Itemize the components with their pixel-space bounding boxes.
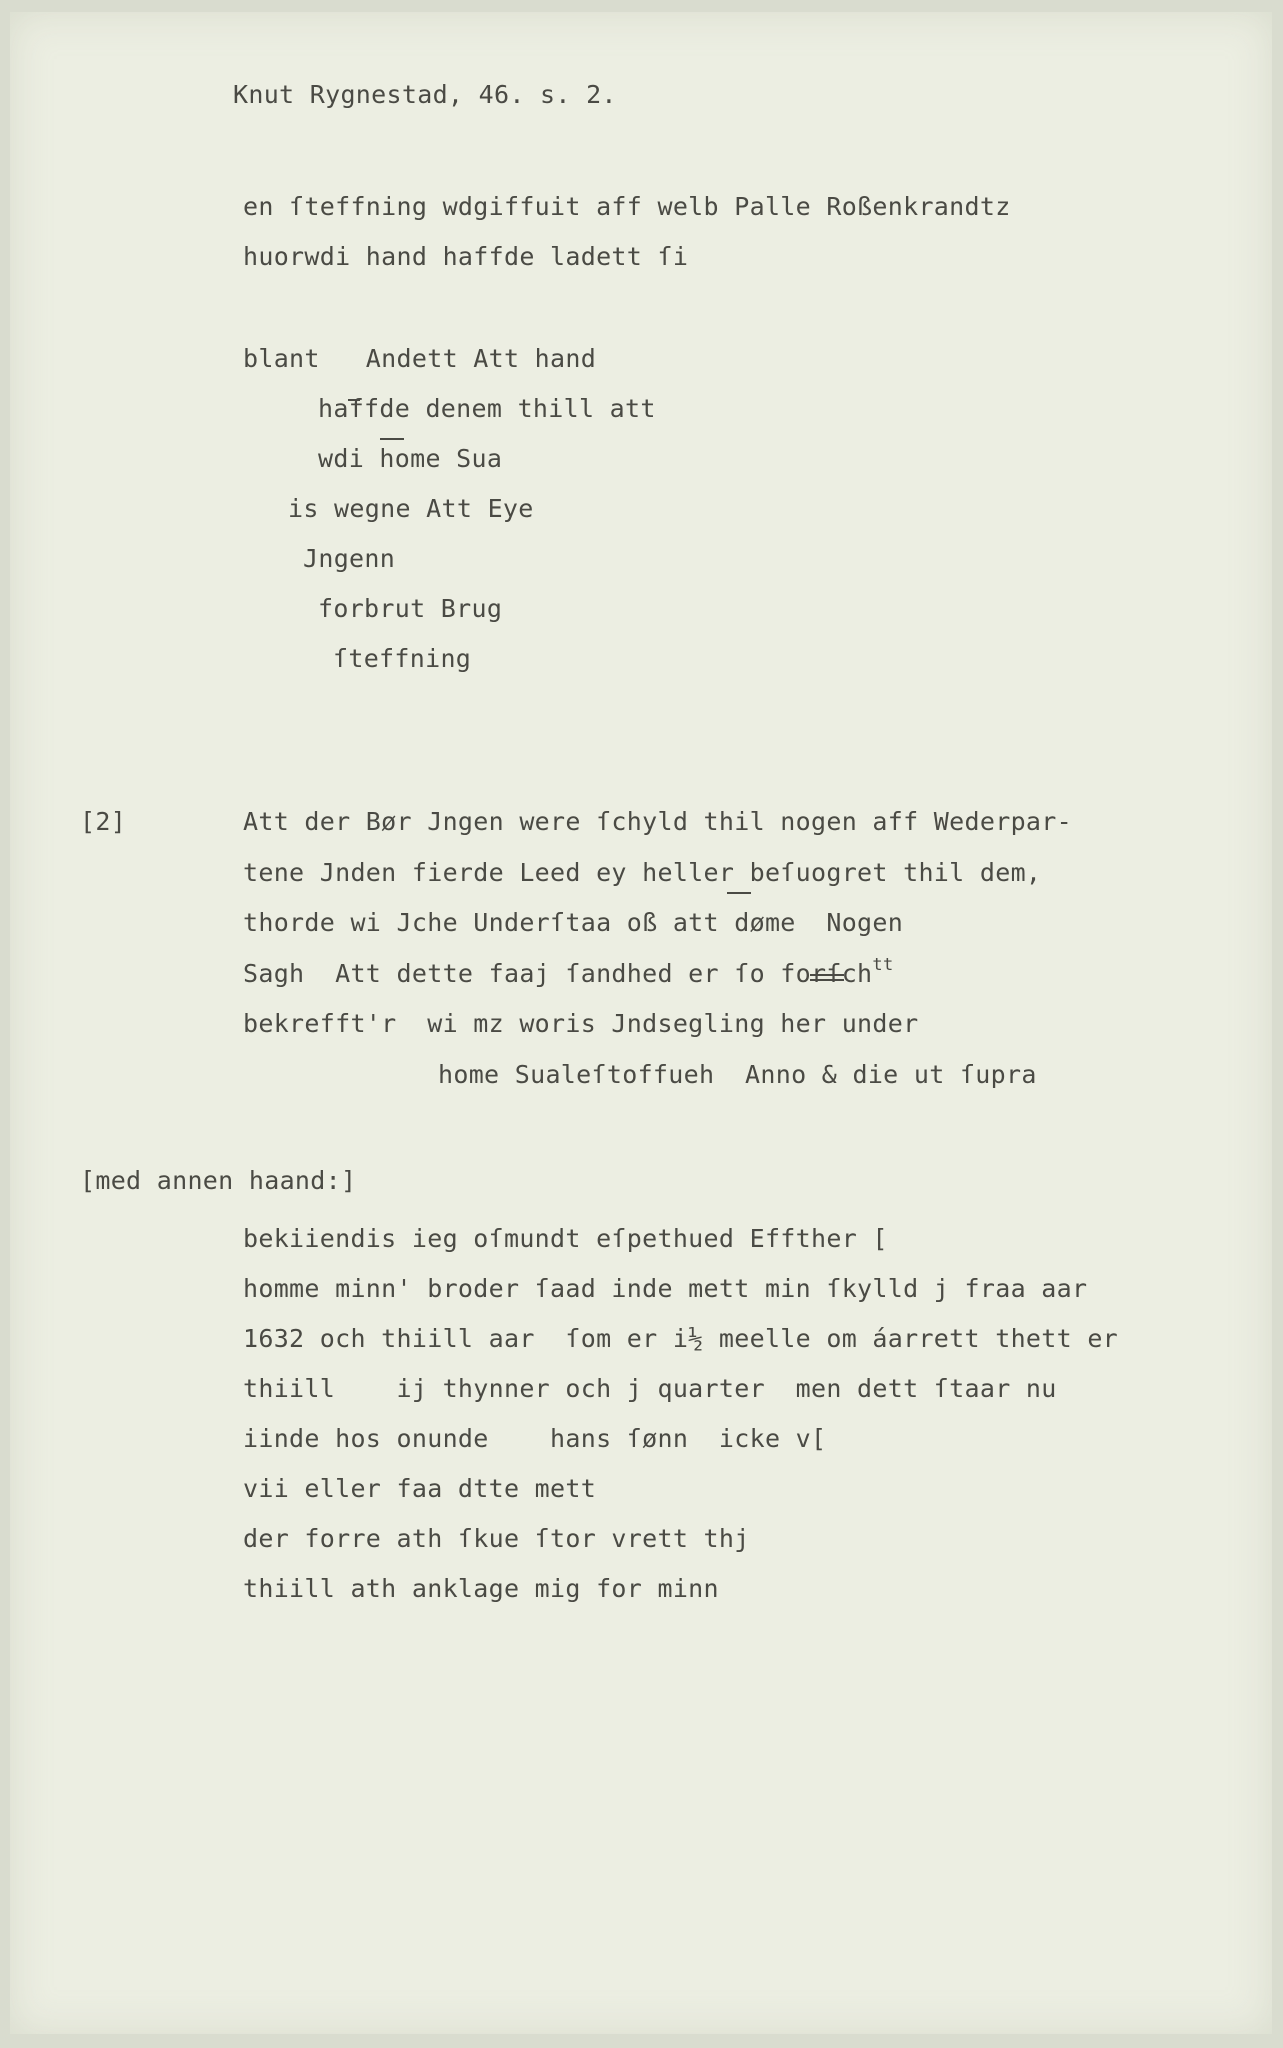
text-line: 1632 och thiill aar ſom er i½ meelle om áarrett thett er xyxy=(243,1324,1119,1353)
superscript: tt xyxy=(872,954,894,975)
text-line: forbrut Brug xyxy=(318,594,503,623)
text-line: Jngenn xyxy=(303,544,396,573)
text-line: wdi home Sua xyxy=(318,444,503,473)
text-line: is wegne Att Eye xyxy=(288,494,534,523)
text-line: vii eller faa dtte mett xyxy=(243,1474,597,1503)
text-line: ſteffning xyxy=(333,644,472,673)
text-line: thorde wi Jche Underſtaa oß att døme Nogen xyxy=(243,908,904,937)
abbreviation-mark xyxy=(810,979,844,981)
text-line: bekiiendis ieg oſmundt eſpethued Effther [ xyxy=(243,1224,888,1253)
text-line: Sagh Att dette faaj ſandhed er ſo forſch$^{tt}$ xyxy=(243,954,894,988)
text-line: Att der Bør Jngen were ſchyld thil nogen aff Wederpar- xyxy=(243,807,1072,836)
abbreviation-mark xyxy=(348,399,360,401)
text-line: thiill ij thynner och j quarter men dett ſtaar nu xyxy=(243,1374,1057,1403)
text-line: iinde hos onunde hans ſønn icke v[ xyxy=(243,1424,827,1453)
text-line: homme minn' broder ſaad inde mett min ſkylld j fraa aar xyxy=(243,1274,1088,1303)
text-line: der forre ath ſkue ſtor vrett thj xyxy=(243,1524,750,1553)
text-line: en ſteffning wdgiffuit aff welb Palle Roßenkrandtz xyxy=(243,192,1011,221)
section-marker: [2] xyxy=(80,807,127,836)
text-line: tene Jnden fierde Leed ey heller beſuogret thil dem, xyxy=(243,857,1042,887)
text-line: haffde denem thill att xyxy=(318,394,656,423)
hand-note: [med annen haand:] xyxy=(80,1166,357,1195)
text-line: huorwdi hand haffde ladett ſi xyxy=(243,242,689,271)
document-page xyxy=(10,12,1272,2034)
abbreviation-mark xyxy=(810,974,844,976)
text-line: thiill ath anklage mig for minn xyxy=(243,1574,719,1603)
text-line: blant Andett Att hand xyxy=(243,344,597,373)
abbreviation-mark xyxy=(727,892,751,894)
text-line: bekrefft'r wi mz woris Jndsegling her under xyxy=(243,1009,919,1038)
page-header: Knut Rygnestad, 46. s. 2. xyxy=(233,80,617,109)
text-line: home Sualeſtoffueh Anno & die ut ſupra xyxy=(438,1059,1037,1089)
abbreviation-mark xyxy=(380,438,404,440)
